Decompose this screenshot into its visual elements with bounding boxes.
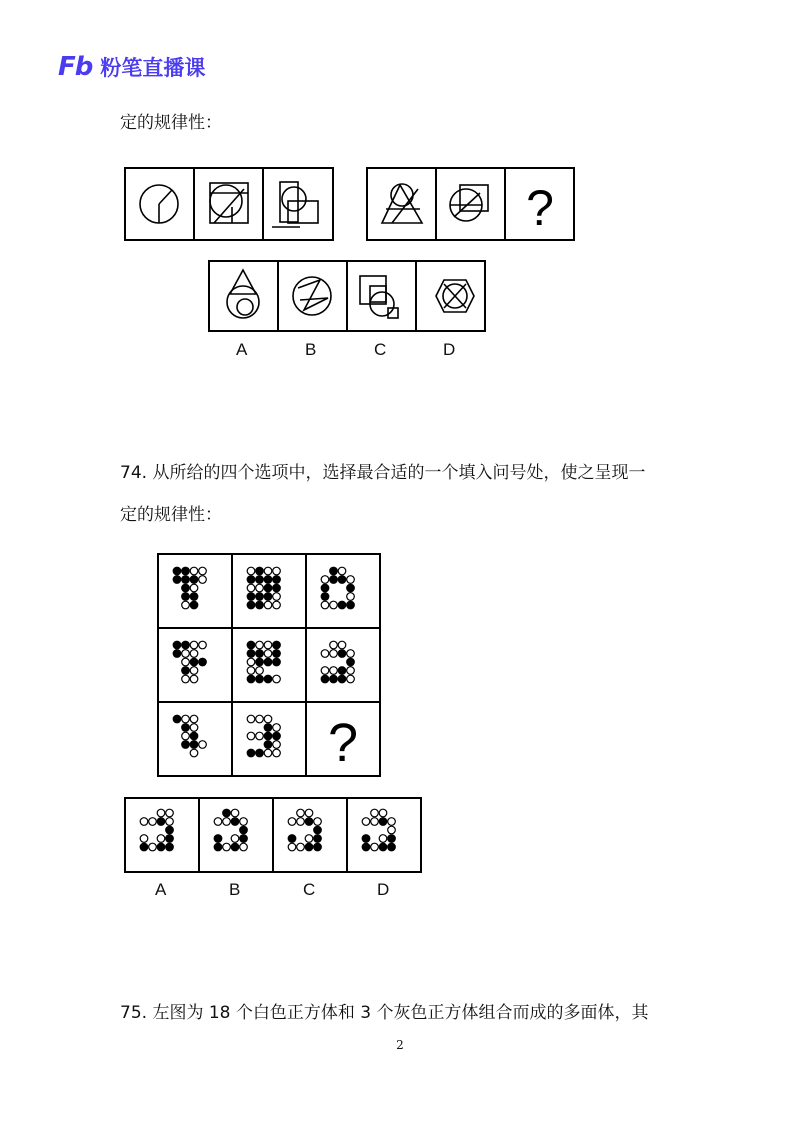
pattern-dot: [297, 843, 305, 851]
pattern-dot: [347, 576, 355, 584]
pattern-dot: [264, 749, 272, 757]
pattern-dot: [256, 667, 264, 675]
pattern-dot: [166, 818, 174, 826]
pattern-dot: [166, 809, 174, 817]
q73-question-mark: ?: [526, 180, 554, 236]
pattern-dot: [256, 749, 264, 757]
pattern-dot: [190, 584, 198, 592]
page-number: 2: [396, 1038, 404, 1052]
pattern-dot: [264, 641, 272, 649]
pattern-dot: [347, 675, 355, 683]
pattern-dot: [264, 601, 272, 609]
pattern-dot: [256, 601, 264, 609]
pattern-dot: [273, 584, 281, 592]
pattern-dot: [199, 567, 207, 575]
pattern-dot: [190, 658, 198, 666]
pattern-dot: [190, 724, 198, 732]
pattern-dot: [182, 576, 190, 584]
pattern-dot: [182, 732, 190, 740]
pattern-dot: [330, 601, 338, 609]
pattern-dot: [256, 675, 264, 683]
pattern-dot: [140, 843, 148, 851]
pattern-dot: [273, 724, 281, 732]
q74-option-label-a: A: [155, 880, 167, 899]
pattern-dot: [347, 593, 355, 601]
pattern-dot: [321, 601, 329, 609]
pattern-dot: [288, 835, 296, 843]
pattern-dot: [182, 724, 190, 732]
pattern-dot: [140, 818, 148, 826]
pattern-dot: [388, 818, 396, 826]
pattern-dot: [338, 641, 346, 649]
fb-logo-icon: Fb: [58, 52, 93, 82]
q73-option-label-c: C: [374, 340, 387, 359]
pattern-dot: [314, 835, 322, 843]
pattern-dot: [347, 601, 355, 609]
pattern-dot: [173, 576, 181, 584]
pattern-dot: [166, 843, 174, 851]
pattern-dot: [190, 667, 198, 675]
pattern-dot: [190, 715, 198, 723]
pattern-dot: [330, 675, 338, 683]
pattern-dot: [347, 650, 355, 658]
pattern-dot: [297, 809, 305, 817]
pattern-dot: [362, 843, 370, 851]
pattern-dot: [379, 809, 387, 817]
pattern-dot: [140, 835, 148, 843]
pattern-dot: [157, 843, 165, 851]
pattern-dot: [264, 741, 272, 749]
q73-option-figures: [208, 260, 488, 334]
pattern-dot: [199, 641, 207, 649]
pattern-dot: [314, 818, 322, 826]
pattern-dot: [173, 715, 181, 723]
q73-option-label-d: D: [443, 340, 456, 359]
pattern-dot: [149, 818, 157, 826]
pattern-dot: [273, 658, 281, 666]
pattern-dot: [388, 826, 396, 834]
pattern-dot: [264, 732, 272, 740]
pattern-dot: [231, 809, 239, 817]
pattern-dot: [247, 576, 255, 584]
pattern-dot: [190, 741, 198, 749]
pattern-dot: [330, 567, 338, 575]
pattern-dot: [264, 650, 272, 658]
pattern-dot: [247, 658, 255, 666]
pattern-dot: [379, 835, 387, 843]
pattern-dot: [182, 593, 190, 601]
pattern-dot: [157, 835, 165, 843]
pattern-dot: [273, 593, 281, 601]
pattern-dot: [182, 667, 190, 675]
pattern-dot: [231, 818, 239, 826]
pattern-dot: [264, 576, 272, 584]
pattern-dot: [305, 818, 313, 826]
pattern-dot: [371, 809, 379, 817]
pattern-dot: [173, 567, 181, 575]
pattern-dot: [321, 584, 329, 592]
pattern-dot: [166, 835, 174, 843]
pattern-dot: [338, 675, 346, 683]
pattern-dot: [247, 650, 255, 658]
pattern-dot: [190, 749, 198, 757]
pattern-dot: [247, 715, 255, 723]
q74-option-label-b: B: [229, 880, 241, 899]
pattern-dot: [273, 601, 281, 609]
pattern-dot: [347, 658, 355, 666]
pattern-dot: [199, 741, 207, 749]
brand-logo: [58, 52, 205, 82]
pattern-dot: [264, 724, 272, 732]
pattern-dot: [338, 576, 346, 584]
pattern-dot: [379, 818, 387, 826]
pattern-dot: [273, 749, 281, 757]
pattern-dot: [388, 843, 396, 851]
pattern-dot: [190, 601, 198, 609]
pattern-dot: [157, 809, 165, 817]
pattern-dot: [182, 715, 190, 723]
pattern-dot: [288, 843, 296, 851]
pattern-dot: [166, 826, 174, 834]
pattern-dot: [305, 843, 313, 851]
pattern-dot: [223, 809, 231, 817]
pattern-dot: [362, 818, 370, 826]
pattern-dot: [273, 675, 281, 683]
pattern-dot: [321, 593, 329, 601]
pattern-dot: [240, 843, 248, 851]
pattern-dot: [214, 843, 222, 851]
q74-option-label-d: D: [377, 880, 390, 899]
pattern-dot: [264, 584, 272, 592]
pattern-dot: [379, 843, 387, 851]
pattern-dot: [182, 675, 190, 683]
pattern-dot: [190, 593, 198, 601]
q74-question-mark: ?: [327, 713, 359, 773]
pattern-dot: [247, 667, 255, 675]
pattern-dot: [247, 593, 255, 601]
brand-name: 粉笔直播课: [100, 56, 206, 80]
pattern-dot: [256, 715, 264, 723]
pattern-dot: [362, 835, 370, 843]
pattern-dot: [247, 732, 255, 740]
pattern-dot: [273, 741, 281, 749]
pattern-dot: [214, 818, 222, 826]
pattern-dot: [182, 658, 190, 666]
pattern-dot: [273, 641, 281, 649]
pattern-dot: [273, 576, 281, 584]
pattern-dot: [330, 650, 338, 658]
pattern-dot: [256, 567, 264, 575]
pattern-dot: [182, 650, 190, 658]
q74-option-dots: [124, 797, 422, 873]
pattern-dot: [190, 567, 198, 575]
pattern-dot: [247, 641, 255, 649]
pattern-dot: [182, 584, 190, 592]
pattern-dot: [264, 715, 272, 723]
pattern-dot: [347, 584, 355, 592]
q73-question-figures: [124, 167, 576, 243]
pattern-dot: [214, 835, 222, 843]
pattern-dot: [256, 584, 264, 592]
pattern-dot: [264, 593, 272, 601]
pattern-dot: [149, 843, 157, 851]
pattern-dot: [190, 576, 198, 584]
pattern-dot: [264, 675, 272, 683]
pattern-dot: [173, 641, 181, 649]
pattern-dot: [199, 576, 207, 584]
pattern-dot: [264, 567, 272, 575]
pattern-dot: [330, 667, 338, 675]
pattern-dot: [305, 835, 313, 843]
pattern-dot: [247, 601, 255, 609]
pattern-dot: [173, 650, 181, 658]
q74-stem: 74. 从所给的四个选项中，选择最合适的一个填入问号处，使之呈现一: [120, 463, 646, 483]
pattern-dot: [256, 576, 264, 584]
pattern-dot: [247, 567, 255, 575]
pattern-dot: [338, 567, 346, 575]
q74-dot-grid: [157, 553, 381, 777]
pattern-dot: [338, 601, 346, 609]
pattern-dot: [371, 843, 379, 851]
pattern-dot: [182, 567, 190, 575]
pattern-dot: [273, 732, 281, 740]
q73-option-label-a: A: [236, 340, 248, 359]
pattern-dot: [330, 576, 338, 584]
pattern-dot: [182, 741, 190, 749]
pattern-dot: [240, 835, 248, 843]
pattern-dot: [223, 843, 231, 851]
pattern-dot: [273, 567, 281, 575]
pattern-dot: [190, 732, 198, 740]
pattern-dot: [182, 641, 190, 649]
pattern-dot: [297, 818, 305, 826]
pattern-dot: [231, 835, 239, 843]
pattern-dot: [347, 667, 355, 675]
pattern-dot: [247, 749, 255, 757]
pattern-dot: [288, 818, 296, 826]
pattern-dot: [321, 667, 329, 675]
q75-stem: 75. 左图为 18 个白色正方体和 3 个灰色正方体组合而成的多面体，其: [120, 1003, 649, 1023]
q73-option-label-b: B: [305, 340, 317, 359]
pattern-dot: [190, 675, 198, 683]
pattern-dot: [314, 843, 322, 851]
pattern-dot: [256, 593, 264, 601]
q74-option-label-c: C: [303, 880, 316, 899]
pattern-dot: [305, 809, 313, 817]
pattern-dot: [321, 650, 329, 658]
pattern-dot: [247, 584, 255, 592]
pattern-dot: [223, 818, 231, 826]
pattern-dot: [371, 818, 379, 826]
pattern-dot: [338, 650, 346, 658]
pattern-dot: [157, 818, 165, 826]
pattern-dot: [321, 675, 329, 683]
pattern-dot: [199, 658, 207, 666]
pattern-dot: [314, 826, 322, 834]
pattern-dot: [330, 641, 338, 649]
q73-stem-tail: 定的规律性：: [120, 113, 222, 133]
pattern-dot: [256, 658, 264, 666]
pattern-dot: [240, 818, 248, 826]
pattern-dot: [256, 732, 264, 740]
pattern-dot: [190, 650, 198, 658]
pattern-dot: [231, 843, 239, 851]
pattern-dot: [256, 650, 264, 658]
q74-stem-tail: 定的规律性：: [120, 505, 222, 525]
pattern-dot: [190, 641, 198, 649]
pattern-dot: [182, 601, 190, 609]
pattern-dot: [321, 576, 329, 584]
pattern-dot: [388, 835, 396, 843]
pattern-dot: [273, 650, 281, 658]
pattern-dot: [247, 675, 255, 683]
pattern-dot: [338, 667, 346, 675]
pattern-dot: [264, 658, 272, 666]
pattern-dot: [256, 641, 264, 649]
pattern-dot: [240, 826, 248, 834]
